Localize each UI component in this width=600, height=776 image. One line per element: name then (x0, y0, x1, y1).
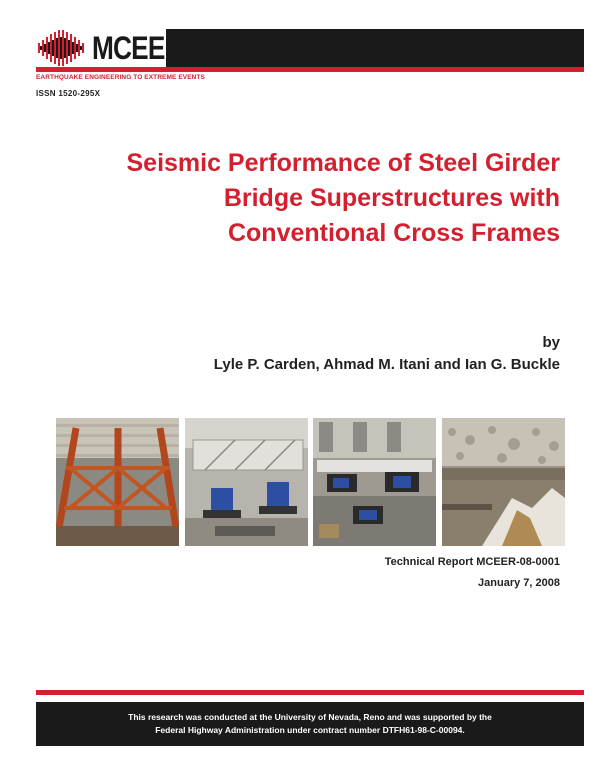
title-line-1: Seismic Performance of Steel Girder (126, 149, 560, 177)
footer-line-1: This research was conducted at the University of Nevada, Reno and was supported by the (128, 712, 492, 722)
shake-table-test-photo (185, 418, 308, 546)
footer-band (36, 702, 584, 746)
authors: Lyle P. Carden, Ahmad M. Itani and Ian G. Buckle (213, 356, 560, 373)
logo-tagline: EARTHQUAKE ENGINEERING TO EXTREME EVENTS (36, 74, 205, 81)
damaged-concrete-deck-photo (442, 418, 565, 546)
report-date: January 7, 2008 (478, 577, 560, 589)
logo-text: MCEER (92, 30, 183, 66)
by-label: by (542, 334, 560, 351)
report-title (40, 146, 560, 251)
title-line-3: Conventional Cross Frames (227, 219, 560, 247)
steel-girder-underside-photo (56, 418, 179, 546)
header-red-rule (36, 67, 584, 72)
report-number: Technical Report MCEER-08-0001 (384, 556, 560, 568)
laboratory-overview-photo (313, 418, 436, 546)
title-line-2: Bridge Superstructures with (223, 184, 560, 212)
footer-red-rule (36, 690, 584, 695)
footer-line-2: Federal Highway Administration under contract number DTFH61-98-C-00094. (155, 725, 465, 735)
header-band (166, 29, 584, 67)
issn-number: ISSN 1520-295X (36, 89, 101, 98)
